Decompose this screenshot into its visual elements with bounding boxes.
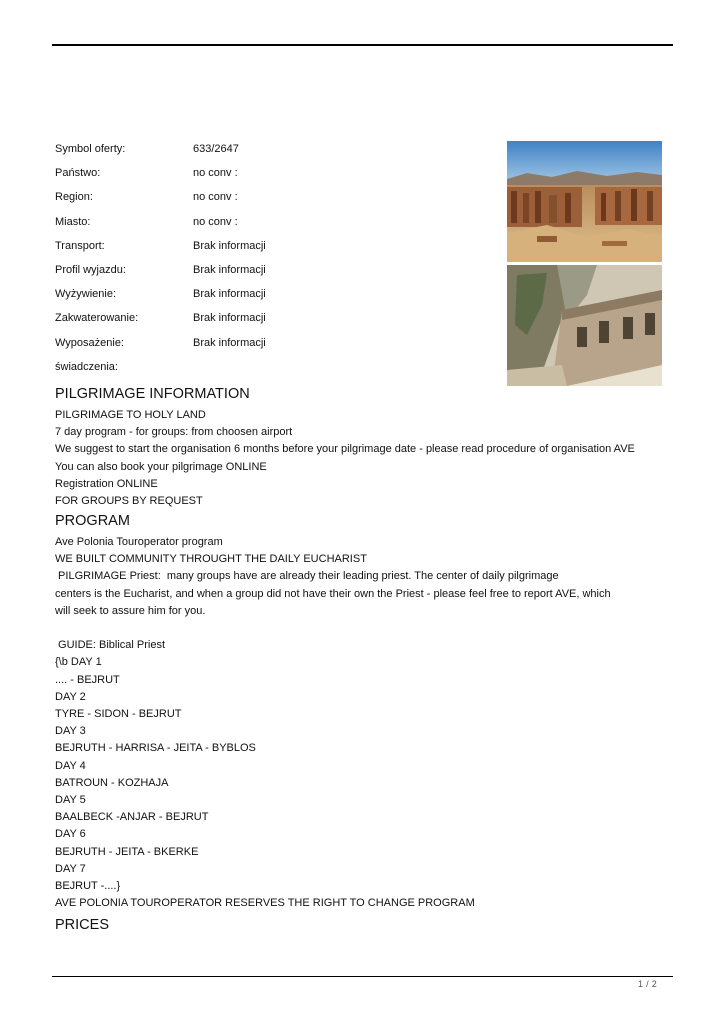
top-rule (52, 44, 673, 46)
offer-value: Brak informacji (193, 312, 266, 325)
offer-row (55, 189, 495, 213)
page-number: 1 / 2 (637, 979, 657, 989)
offer-value: Brak informacji (193, 288, 266, 301)
text-line: DAY 7 (55, 862, 86, 875)
offer-label: Region: (55, 191, 93, 204)
text-line: Ave Polonia Touroperator program (55, 536, 223, 548)
text-line: DAY 6 (55, 828, 86, 841)
prices-heading: PRICES (55, 917, 109, 933)
program-section (55, 512, 675, 912)
offer-value: Brak informacji (193, 336, 266, 349)
pilgrimage-information-section (55, 385, 675, 510)
offer-label: Symbol oferty: (55, 143, 126, 155)
text-line: BEJRUT -....} (55, 880, 121, 893)
text-line: BATROUN - KOZHAJA (55, 776, 169, 789)
offer-label: Zakwaterowanie: (55, 312, 139, 325)
text-line: {\b DAY 1 (55, 656, 102, 669)
text-line: FOR GROUPS BY REQUEST (55, 495, 203, 508)
offer-label: Miasto: (55, 215, 91, 228)
offer-row (55, 359, 495, 383)
offer-row (55, 262, 495, 286)
offer-row (55, 238, 495, 262)
offer-row (55, 335, 495, 359)
offer-label: Wyżywienie: (55, 288, 117, 301)
text-line: DAY 5 (55, 794, 86, 807)
text-line: You can also book your pilgrimage ONLINE (55, 460, 267, 473)
text-line: BEJRUTH - HARRISA - JEITA - BYBLOS (55, 742, 256, 755)
offer-value: no conv : (193, 167, 238, 180)
offer-row (55, 214, 495, 238)
offer-row (55, 141, 495, 165)
offer-label: świadczenia: (55, 360, 118, 373)
bottom-rule (52, 976, 673, 977)
spacer (55, 620, 675, 637)
text-line: We suggest to start the organisation 6 months before your pilgrimage date - please read procedure of organisation AVE (55, 443, 635, 456)
text-line: WE BUILT COMMUNITY THROUGHT THE DAILY EUCHARIST (55, 553, 367, 566)
offer-label: Państwo: (55, 167, 101, 180)
text-line: BAALBECK -ANJAR - BEJRUT (55, 811, 209, 824)
text-line: .... - BEJRUT (55, 673, 120, 686)
offer-value: 633/2647 (193, 143, 239, 155)
text-line: Registration ONLINE (55, 477, 158, 490)
text-line: PILGRIMAGE Priest: many groups have are already their leading priest. The center of daily pilgrimage (55, 570, 559, 583)
monastery-cliff-photo (507, 265, 662, 386)
pilgrimage-heading: PILGRIMAGE INFORMATION (55, 386, 250, 402)
offer-details-table (55, 141, 495, 383)
offer-row (55, 310, 495, 334)
offer-label: Profil wyjazdu: (55, 263, 126, 276)
prices-section (55, 916, 675, 938)
text-line: AVE POLONIA TOUROPERATOR RESERVES THE RIGHT TO CHANGE PROGRAM (55, 897, 475, 910)
offer-value: Brak informacji (193, 239, 266, 252)
offer-value: no conv : (193, 215, 238, 228)
text-line: DAY 4 (55, 759, 86, 772)
text-line: BEJRUTH - JEITA - BKERKE (55, 845, 199, 858)
offer-row (55, 165, 495, 189)
offer-label: Transport: (55, 239, 105, 252)
text-line: will seek to assure him for you. (55, 604, 206, 617)
text-line: 7 day program - for groups: from choosen airport (55, 426, 293, 439)
offer-label: Wyposażenie: (55, 336, 124, 349)
offer-value (193, 359, 495, 383)
text-line: PILGRIMAGE TO HOLY LAND (55, 409, 206, 421)
text-line: centers is the Eucharist, and when a group did not have their own the Priest - please feel free to report AVE, which (55, 587, 611, 600)
offer-row (55, 286, 495, 310)
offer-value: Brak informacji (193, 263, 266, 276)
text-line: DAY 2 (55, 690, 86, 703)
text-line: GUIDE: Biblical Priest (55, 639, 166, 652)
baalbek-ruins-photo (507, 141, 662, 262)
program-heading: PROGRAM (55, 513, 130, 529)
text-line: TYRE - SIDON - BEJRUT (55, 708, 182, 721)
offer-value: no conv : (193, 191, 238, 204)
text-line: DAY 3 (55, 725, 86, 738)
